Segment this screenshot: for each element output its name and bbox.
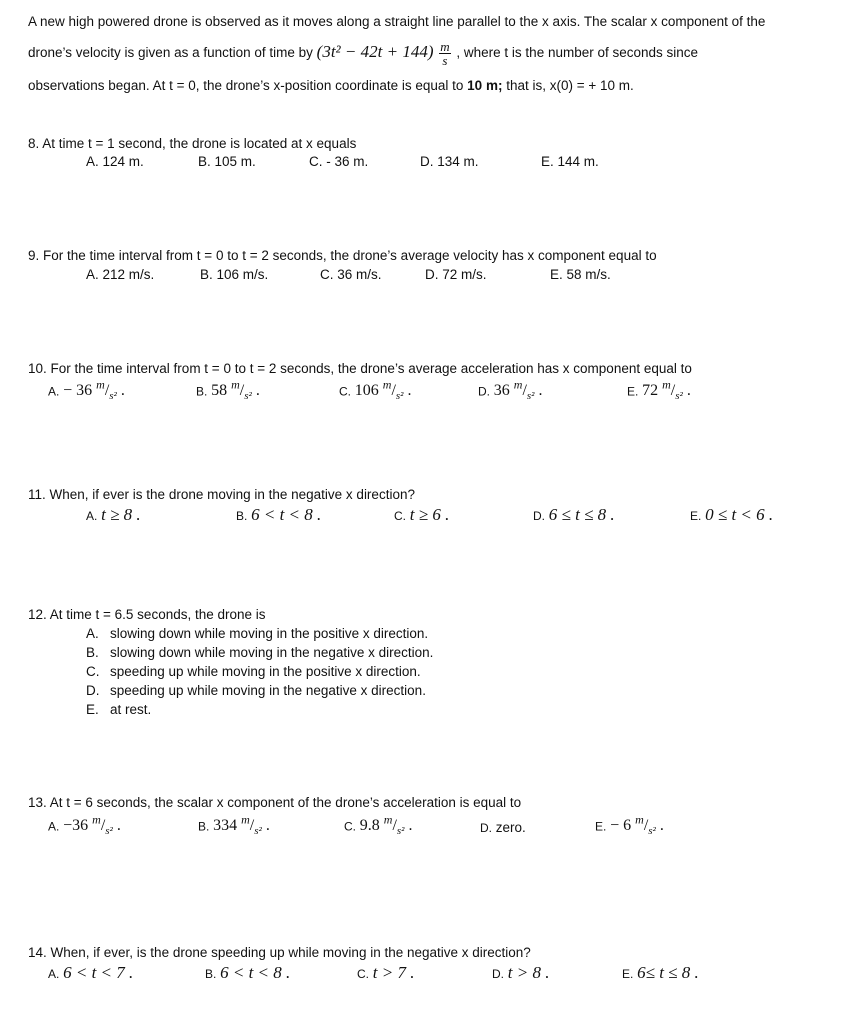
q13-choice-a[interactable] [48, 813, 121, 838]
choice-letter: B. [205, 967, 217, 981]
intro-line-2 [28, 40, 698, 67]
question-12: 12. At time t = 6.5 seconds, the drone is [28, 607, 266, 622]
q10-choice-e[interactable] [627, 378, 691, 403]
choice-letter: E. [541, 154, 554, 169]
choice-number: 334 [213, 817, 238, 835]
choice-text: 106 m/s. [216, 267, 269, 282]
choice-text: 144 m. [557, 154, 599, 169]
unit-denominator: s² [254, 825, 262, 838]
choice-text: at rest. [110, 702, 152, 717]
choice-text: slowing down while moving in the negative x direction. [110, 645, 434, 660]
choice-letter: A. [48, 967, 60, 981]
unit-numerator: m [662, 378, 671, 392]
question-11: 11. When, if ever is the drone moving in the negative x direction? [28, 487, 415, 502]
choice-letter: C. [344, 819, 356, 834]
unit-numerator: m [513, 378, 523, 392]
choice-letter: C. [357, 967, 369, 981]
choice-value: 106 $^m/_{s^2}$ . [354, 378, 412, 403]
q14-choice-e[interactable] [622, 963, 699, 983]
q9-choice-a[interactable] [86, 267, 154, 282]
unit-denominator: s² [105, 825, 113, 838]
choice-value: 36 $^m/_{s^2}$ . [493, 378, 543, 403]
q13-choice-d[interactable] [480, 820, 526, 835]
q11-choice-a[interactable] [86, 505, 141, 525]
choice-letter: D. [425, 267, 439, 282]
q12-choice-e[interactable] [86, 702, 151, 717]
question-13: 13. At t = 6 seconds, the scalar x component of the drone’s acceleration is equal to [28, 795, 522, 810]
choice-text: 72 m/s. [442, 267, 487, 282]
unit-denominator: s² [526, 390, 535, 403]
choice-text: slowing down while moving in the positive x direction. [110, 626, 429, 641]
q9-choice-b[interactable] [200, 267, 268, 282]
choice-number: −36 [63, 817, 89, 835]
q9-choice-d[interactable] [425, 267, 487, 282]
choice-letter: E. [627, 384, 639, 399]
q8-choice-a[interactable] [86, 154, 144, 169]
choice-text: 6 < t < 8 . [220, 963, 291, 982]
choice-text: 36 m/s. [337, 267, 382, 282]
q10-choice-c[interactable] [339, 378, 411, 403]
choice-letter: A. [86, 509, 98, 523]
choice-value: 334 $^m/_{s^2}$ . [213, 813, 270, 838]
choice-text: speeding up while moving in the negative x direction. [110, 683, 426, 698]
q13-choice-c[interactable] [344, 813, 412, 838]
q11-choice-c[interactable] [394, 505, 449, 525]
choice-letter: A. [48, 819, 60, 834]
unit-numerator: m [635, 813, 644, 827]
choice-letter: E. [86, 702, 99, 717]
choice-letter: C. [394, 509, 406, 523]
choice-letter: B. [198, 154, 211, 169]
q9-choice-c[interactable] [320, 267, 382, 282]
choice-value: 72 $^m/_{s^2}$ . [642, 378, 691, 403]
q10-choice-d[interactable] [478, 378, 542, 403]
choice-text: t > 7 . [372, 963, 415, 982]
choice-letter: E. [595, 819, 607, 834]
q12-choice-c[interactable] [86, 664, 421, 679]
choice-letter: E. [550, 267, 563, 282]
q11-choice-d[interactable] [533, 505, 615, 525]
unit-numerator: m [440, 39, 450, 54]
choice-letter: E. [622, 967, 634, 981]
choice-letter: B. [198, 819, 210, 834]
unit-denominator: s [442, 53, 448, 68]
choice-letter: B. [200, 267, 213, 282]
q10-choice-b[interactable] [196, 378, 260, 403]
choice-text: 58 m/s. [566, 267, 611, 282]
q8-choice-d[interactable] [420, 154, 479, 169]
choice-text: 6≤ t ≤ 8 . [637, 963, 699, 982]
unit-denominator: s² [396, 825, 405, 838]
choice-value: − 36 $^m/_{s^2}$ . [63, 378, 125, 403]
choice-number: 9.8 [359, 817, 380, 835]
unit-numerator: m [92, 813, 101, 827]
choice-number: 36 [493, 382, 510, 400]
choice-text: zero. [495, 820, 526, 835]
choice-text: t > 8 . [507, 963, 550, 982]
unit-numerator: m [96, 378, 105, 392]
choice-text: 134 m. [437, 154, 479, 169]
choice-number: 58 [211, 382, 228, 400]
choice-letter: A. [86, 626, 99, 641]
q8-choice-b[interactable] [198, 154, 256, 169]
choice-letter: C. [86, 664, 100, 679]
intro-line-3 [28, 78, 634, 93]
unit-denominator: s² [648, 825, 656, 838]
choice-text: 124 m. [102, 154, 144, 169]
choice-value: 58 $^m/_{s^2}$ . [211, 378, 260, 403]
unit-denominator: s² [675, 390, 683, 403]
choice-text: 212 m/s. [102, 267, 155, 282]
choice-text: 0 ≤ t < 6 . [705, 505, 774, 524]
choice-value: − 6 $^m/_{s^2}$ . [610, 813, 664, 838]
q8-choice-c[interactable] [309, 154, 368, 169]
q14-choice-c[interactable] [357, 963, 414, 983]
q13-choice-b[interactable] [198, 813, 270, 838]
q14-choice-b[interactable] [205, 963, 290, 983]
question-14: 14. When, if ever, is the drone speeding up while moving in the negative x direction? [28, 945, 531, 960]
q12-choice-a[interactable] [86, 626, 428, 641]
q8-choice-e[interactable] [541, 154, 599, 169]
intro-line-1: A new high powered drone is observed as it moves along a straight line parallel to the x axis. The scalar x component of the [28, 14, 766, 29]
choice-letter: A. [48, 384, 60, 399]
intro-line-3-text: observations began. At t = 0, the drone’s x-position coordinate is equal to [28, 78, 468, 93]
velocity-expression: (3t² − 42t + 144) [316, 42, 434, 62]
choice-value: 9.8 $^m/_{s^2}$ . [359, 813, 413, 838]
choice-letter: C. [320, 267, 334, 282]
choice-text: 6 < t < 7 . [63, 963, 134, 982]
choice-text: 6 < t < 8 . [251, 505, 322, 524]
choice-letter: B. [196, 384, 208, 399]
choice-letter: B. [86, 645, 99, 660]
choice-value: −36 $^m/_{s^2}$ . [63, 813, 121, 838]
choice-letter: C. [309, 154, 323, 169]
choice-letter: D. [478, 384, 490, 399]
q12-choice-b[interactable] [86, 645, 433, 660]
choice-number: − 6 [610, 817, 632, 835]
unit-denominator: s² [244, 390, 252, 403]
choice-text: - 36 m. [326, 154, 369, 169]
choice-letter: A. [86, 267, 99, 282]
choice-number: − 36 [63, 382, 93, 400]
unit-numerator: m [241, 813, 250, 827]
unit-numerator: m [383, 813, 393, 827]
choice-letter: D. [420, 154, 434, 169]
choice-text: 6 ≤ t ≤ 8 . [548, 505, 615, 524]
unit-numerator: m [382, 378, 392, 392]
choice-letter: A. [86, 154, 99, 169]
q14-choice-d[interactable] [492, 963, 549, 983]
choice-text: speeding up while moving in the positive x direction. [110, 664, 421, 679]
unit-numerator: m [231, 378, 240, 392]
choice-text: t ≥ 8 . [101, 505, 141, 524]
question-8: 8. At time t = 1 second, the drone is located at x equals [28, 136, 357, 151]
q13-choice-e[interactable] [595, 813, 664, 838]
choice-letter: E. [690, 509, 702, 523]
q11-choice-e[interactable] [690, 505, 773, 525]
choice-number: 72 [642, 382, 659, 400]
choice-letter: B. [236, 509, 248, 523]
q9-choice-e[interactable] [550, 267, 611, 282]
intro-initial-position: 10 m; [467, 78, 503, 93]
intro-line-2-text: drone’s velocity is given as a function of time by [28, 45, 313, 61]
q14-choice-a[interactable] [48, 963, 133, 983]
question-9: 9. For the time interval from t = 0 to t = 2 seconds, the drone’s average velocity has x component equal to [28, 248, 657, 263]
q10-choice-a[interactable] [48, 378, 125, 403]
q12-choice-d[interactable] [86, 683, 426, 698]
unit-denominator: s² [395, 390, 404, 403]
choice-text: 105 m. [214, 154, 256, 169]
choice-text: t ≥ 6 . [409, 505, 450, 524]
unit-denominator: s² [109, 390, 117, 403]
choice-letter: D. [480, 821, 492, 835]
choice-number: 106 [354, 382, 379, 400]
choice-letter: D. [492, 967, 504, 981]
intro-line-3-post: that is, x(0) = + 10 m. [502, 78, 634, 93]
intro-line-2-post: , where t is the number of seconds since [456, 45, 699, 61]
choice-letter: D. [86, 683, 100, 698]
choice-letter: C. [339, 384, 351, 399]
q11-choice-b[interactable] [236, 505, 321, 525]
choice-letter: D. [533, 509, 545, 523]
question-10: 10. For the time interval from t = 0 to t = 2 seconds, the drone’s average acceleration has x component equal to [28, 361, 692, 376]
velocity-unit [439, 40, 450, 67]
